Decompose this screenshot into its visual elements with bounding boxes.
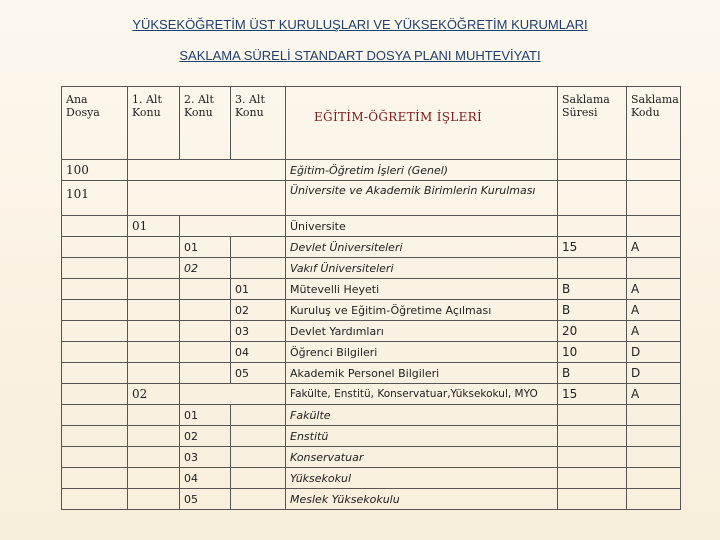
table-row xyxy=(62,321,681,342)
cell-saklama-suresi: B xyxy=(558,300,627,321)
cell-description: Mütevelli Heyeti xyxy=(286,279,558,300)
table-row xyxy=(62,342,681,363)
table-row xyxy=(62,468,681,489)
cell-empty xyxy=(180,216,286,237)
cell-empty xyxy=(627,181,681,216)
cell-description: Devlet Üniversiteleri xyxy=(286,237,558,258)
cell-description: Öğrenci Bilgileri xyxy=(286,342,558,363)
header-alt-konu-2: 2. Alt Konu xyxy=(180,87,231,160)
cell-alt-konu-2: 01 xyxy=(180,237,231,258)
cell-saklama-kodu: A xyxy=(627,279,681,300)
cell-empty xyxy=(62,489,128,510)
cell-empty xyxy=(558,258,627,279)
cell-alt-konu-3: 02 xyxy=(231,300,286,321)
cell-empty xyxy=(180,363,231,384)
cell-description: Üniversite xyxy=(286,216,558,237)
cell-description: Vakıf Üniversiteleri xyxy=(286,258,558,279)
cell-description: Konservatuar xyxy=(286,447,558,468)
table-row xyxy=(62,160,681,181)
table-row xyxy=(62,384,681,405)
cell-empty xyxy=(62,363,128,384)
cell-empty xyxy=(62,216,128,237)
cell-alt-konu-2: 04 xyxy=(180,468,231,489)
cell-empty xyxy=(128,342,180,363)
cell-empty xyxy=(558,216,627,237)
cell-empty xyxy=(62,237,128,258)
cell-empty xyxy=(128,300,180,321)
cell-alt-konu-3: 01 xyxy=(231,279,286,300)
cell-empty xyxy=(231,426,286,447)
cell-empty xyxy=(627,489,681,510)
cell-alt-konu-3: 05 xyxy=(231,363,286,384)
table-row xyxy=(62,181,681,216)
header-alt-konu-1: 1. Alt Konu xyxy=(128,87,180,160)
cell-alt-konu-2: 05 xyxy=(180,489,231,510)
cell-description: Fakülte xyxy=(286,405,558,426)
cell-saklama-kodu: A xyxy=(627,384,681,405)
cell-empty xyxy=(558,447,627,468)
cell-description: Eğitim-Öğretim İşleri (Genel) xyxy=(286,160,558,181)
cell-alt-konu-3: 04 xyxy=(231,342,286,363)
cell-empty xyxy=(62,468,128,489)
table-row xyxy=(62,258,681,279)
cell-empty xyxy=(231,237,286,258)
cell-empty xyxy=(62,279,128,300)
cell-empty xyxy=(128,279,180,300)
cell-alt-konu-2: 02 xyxy=(180,258,231,279)
cell-empty xyxy=(62,321,128,342)
table-row xyxy=(62,216,681,237)
cell-alt-konu-3: 03 xyxy=(231,321,286,342)
table-row xyxy=(62,237,681,258)
cell-empty xyxy=(180,279,231,300)
cell-empty xyxy=(62,300,128,321)
cell-empty xyxy=(62,405,128,426)
cell-empty xyxy=(128,363,180,384)
cell-empty xyxy=(627,405,681,426)
cell-alt-konu-1: 02 xyxy=(128,384,180,405)
table-row xyxy=(62,447,681,468)
cell-empty xyxy=(627,160,681,181)
header-saklama-kodu: Saklama Kodu xyxy=(627,87,681,160)
cell-empty xyxy=(627,447,681,468)
cell-empty xyxy=(558,426,627,447)
cell-description: Yüksekokul xyxy=(286,468,558,489)
cell-saklama-suresi: 15 xyxy=(558,237,627,258)
cell-empty xyxy=(627,216,681,237)
cell-empty xyxy=(231,258,286,279)
cell-empty xyxy=(558,160,627,181)
cell-empty xyxy=(128,405,180,426)
cell-saklama-suresi: B xyxy=(558,279,627,300)
cell-description: Akademik Personel Bilgileri xyxy=(286,363,558,384)
title-line-2: SAKLAMA SÜRELİ STANDART DOSYA PLANI MUHTEVİYATI xyxy=(179,48,541,63)
cell-saklama-suresi: 10 xyxy=(558,342,627,363)
cell-empty xyxy=(128,237,180,258)
cell-empty xyxy=(128,447,180,468)
cell-empty xyxy=(128,321,180,342)
file-plan-table xyxy=(61,86,681,510)
cell-empty xyxy=(62,426,128,447)
cell-empty xyxy=(231,447,286,468)
cell-alt-konu-2: 02 xyxy=(180,426,231,447)
table-row xyxy=(62,279,681,300)
cell-empty xyxy=(627,258,681,279)
header-row xyxy=(62,87,681,160)
cell-empty xyxy=(128,181,286,216)
cell-description: Enstitü xyxy=(286,426,558,447)
cell-empty xyxy=(62,342,128,363)
table-row xyxy=(62,363,681,384)
cell-saklama-suresi: 15 xyxy=(558,384,627,405)
cell-empty xyxy=(558,405,627,426)
table-row xyxy=(62,300,681,321)
cell-empty xyxy=(558,181,627,216)
cell-description: Kuruluş ve Eğitim-Öğretime Açılması xyxy=(286,300,558,321)
cell-alt-konu-2: 01 xyxy=(180,405,231,426)
cell-empty xyxy=(180,300,231,321)
cell-saklama-suresi: 20 xyxy=(558,321,627,342)
cell-empty xyxy=(558,468,627,489)
cell-empty xyxy=(180,384,286,405)
cell-empty xyxy=(128,160,286,181)
cell-saklama-kodu: A xyxy=(627,300,681,321)
cell-empty xyxy=(231,468,286,489)
cell-empty xyxy=(128,468,180,489)
cell-description: Meslek Yüksekokulu xyxy=(286,489,558,510)
cell-saklama-kodu: A xyxy=(627,321,681,342)
cell-empty xyxy=(62,258,128,279)
cell-empty xyxy=(128,426,180,447)
table-row xyxy=(62,426,681,447)
header-saklama-suresi: Saklama Süresi xyxy=(558,87,627,160)
cell-description: Devlet Yardımları xyxy=(286,321,558,342)
cell-empty xyxy=(62,384,128,405)
cell-empty xyxy=(62,447,128,468)
header-alt-konu-3: 3. Alt Konu xyxy=(231,87,286,160)
cell-saklama-kodu: A xyxy=(627,237,681,258)
cell-saklama-kodu: D xyxy=(627,363,681,384)
cell-empty xyxy=(231,489,286,510)
cell-empty xyxy=(627,426,681,447)
cell-description: Fakülte, Enstitü, Konservatuar,Yüksekokul, MYO xyxy=(286,384,558,405)
cell-empty xyxy=(180,321,231,342)
title-line-1: YÜKSEKÖĞRETİM ÜST KURULUŞLARI VE YÜKSEKÖĞRETİM KURUMLARI xyxy=(132,17,588,32)
cell-saklama-kodu: D xyxy=(627,342,681,363)
cell-empty xyxy=(627,468,681,489)
cell-empty xyxy=(231,405,286,426)
cell-ana-dosya: 101 xyxy=(62,181,128,216)
cell-saklama-suresi: B xyxy=(558,363,627,384)
cell-ana-dosya: 100 xyxy=(62,160,128,181)
cell-empty xyxy=(180,342,231,363)
cell-alt-konu-2: 03 xyxy=(180,447,231,468)
cell-description: Üniversite ve Akademik Birimlerin Kurulması xyxy=(286,181,558,216)
table-row xyxy=(62,489,681,510)
header-main-title: EĞİTİM-ÖĞRETİM İŞLERİ xyxy=(286,87,558,160)
cell-empty xyxy=(558,489,627,510)
cell-empty xyxy=(128,258,180,279)
table-row xyxy=(62,405,681,426)
cell-alt-konu-1: 01 xyxy=(128,216,180,237)
cell-empty xyxy=(128,489,180,510)
header-ana-dosya: Ana Dosya xyxy=(62,87,128,160)
